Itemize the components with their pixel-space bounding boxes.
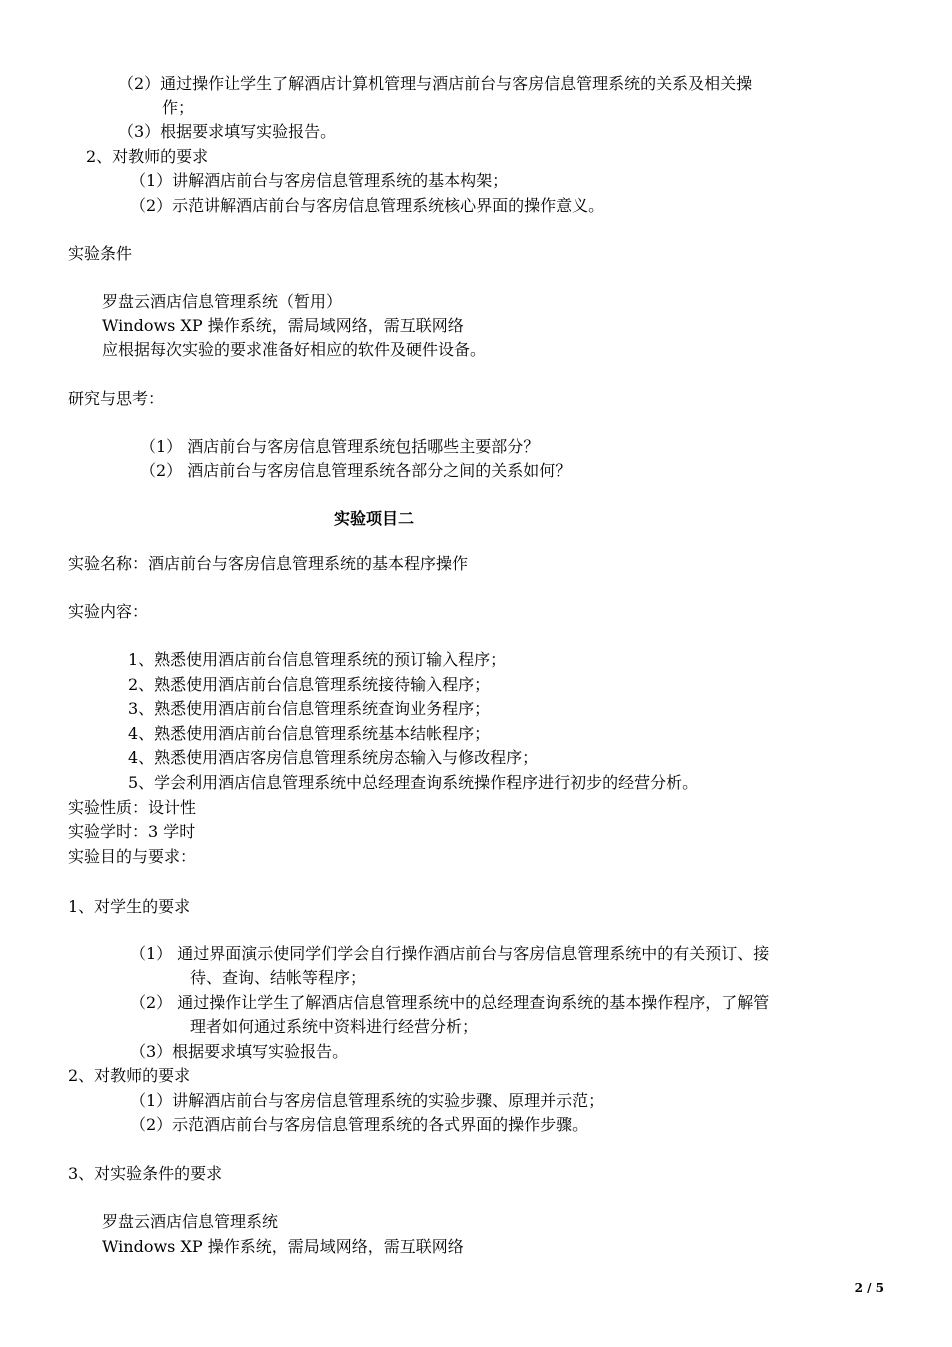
p2-condition-item-2: Windows XP 操作系统，需局域网络，需互联网络 [102,1237,464,1256]
content-item-6: 5、学会利用酒店信息管理系统中总经理查询系统操作程序进行初步的经营分析。 [128,773,699,792]
content-item-5: 4、熟悉使用酒店客房信息管理系统房态输入与修改程序； [128,748,539,767]
p2-teacher-item-2: （2）示范酒店前台与客房信息管理系统的各式界面的操作步骤。 [130,1115,589,1134]
condition-item-1: 罗盘云酒店信息管理系统（暂用） [102,292,343,311]
project2-hours: 实验学时：3 学时 [68,822,196,841]
research-heading: 研究与思考： [68,389,165,408]
project2-conditions-heading: 3、对实验条件的要求 [68,1164,223,1183]
p2-student-item-1-line2: 待、查询、结帐等程序； [190,968,367,987]
content-item-3: 3、熟悉使用酒店前台信息管理系统查询业务程序； [128,699,491,718]
project2-title: 实验项目二 [334,509,415,528]
p2-condition-item-1: 罗盘云酒店信息管理系统 [102,1212,279,1231]
project2-content-heading: 实验内容： [68,602,149,621]
project2-nature: 实验性质：设计性 [68,798,197,817]
page-number: 2 / 5 [854,1281,884,1295]
p2-teacher-item-1: （1）讲解酒店前台与客房信息管理系统的实验步骤、原理并示范； [130,1091,605,1110]
project2-student-heading: 1、对学生的要求 [68,897,191,916]
p2-student-item-2-line1: （2） 通过操作让学生了解酒店信息管理系统中的总经理查询系统的基本操作程序，了解管 [130,993,770,1012]
project2-name: 实验名称：酒店前台与客房信息管理系统的基本程序操作 [68,554,469,573]
student-item-2-line2: 作； [162,98,195,117]
research-item-2: （2） 酒店前台与客房信息管理系统各部分之间的关系如何？ [140,461,572,480]
teacher-item-1: （1）讲解酒店前台与客房信息管理系统的基本构架； [130,171,509,190]
student-item-2-line1: （2）通过操作让学生了解酒店计算机管理与酒店前台与客房信息管理系统的关系及相关操 [118,74,753,93]
project2-teacher-heading: 2、对教师的要求 [68,1066,191,1085]
content-item-4: 4、熟悉使用酒店前台信息管理系统基本结帐程序； [128,724,491,743]
teacher-heading: 2、对教师的要求 [86,147,209,166]
project2-purpose: 实验目的与要求： [68,847,197,866]
student-item-3: （3）根据要求填写实验报告。 [118,122,337,141]
content-item-2: 2、熟悉使用酒店前台信息管理系统接待输入程序； [128,675,491,694]
conditions-heading: 实验条件 [68,244,133,263]
condition-item-3: 应根据每次实验的要求准备好相应的软件及硬件设备。 [102,340,487,359]
p2-student-item-3: （3）根据要求填写实验报告。 [130,1042,349,1061]
p2-student-item-2-line2: 理者如何通过系统中资料进行经营分析； [190,1017,479,1036]
research-item-1: （1） 酒店前台与客房信息管理系统包括哪些主要部分？ [140,437,540,456]
condition-item-2: Windows XP 操作系统，需局域网络，需互联网络 [102,316,464,335]
p2-student-item-1-line1: （1） 通过界面演示使同学们学会自行操作酒店前台与客房信息管理系统中的有关预订、接 [130,944,770,963]
teacher-item-2: （2）示范讲解酒店前台与客房信息管理系统核心界面的操作意义。 [130,196,605,215]
content-item-1: 1、熟悉使用酒店前台信息管理系统的预订输入程序； [128,650,507,669]
